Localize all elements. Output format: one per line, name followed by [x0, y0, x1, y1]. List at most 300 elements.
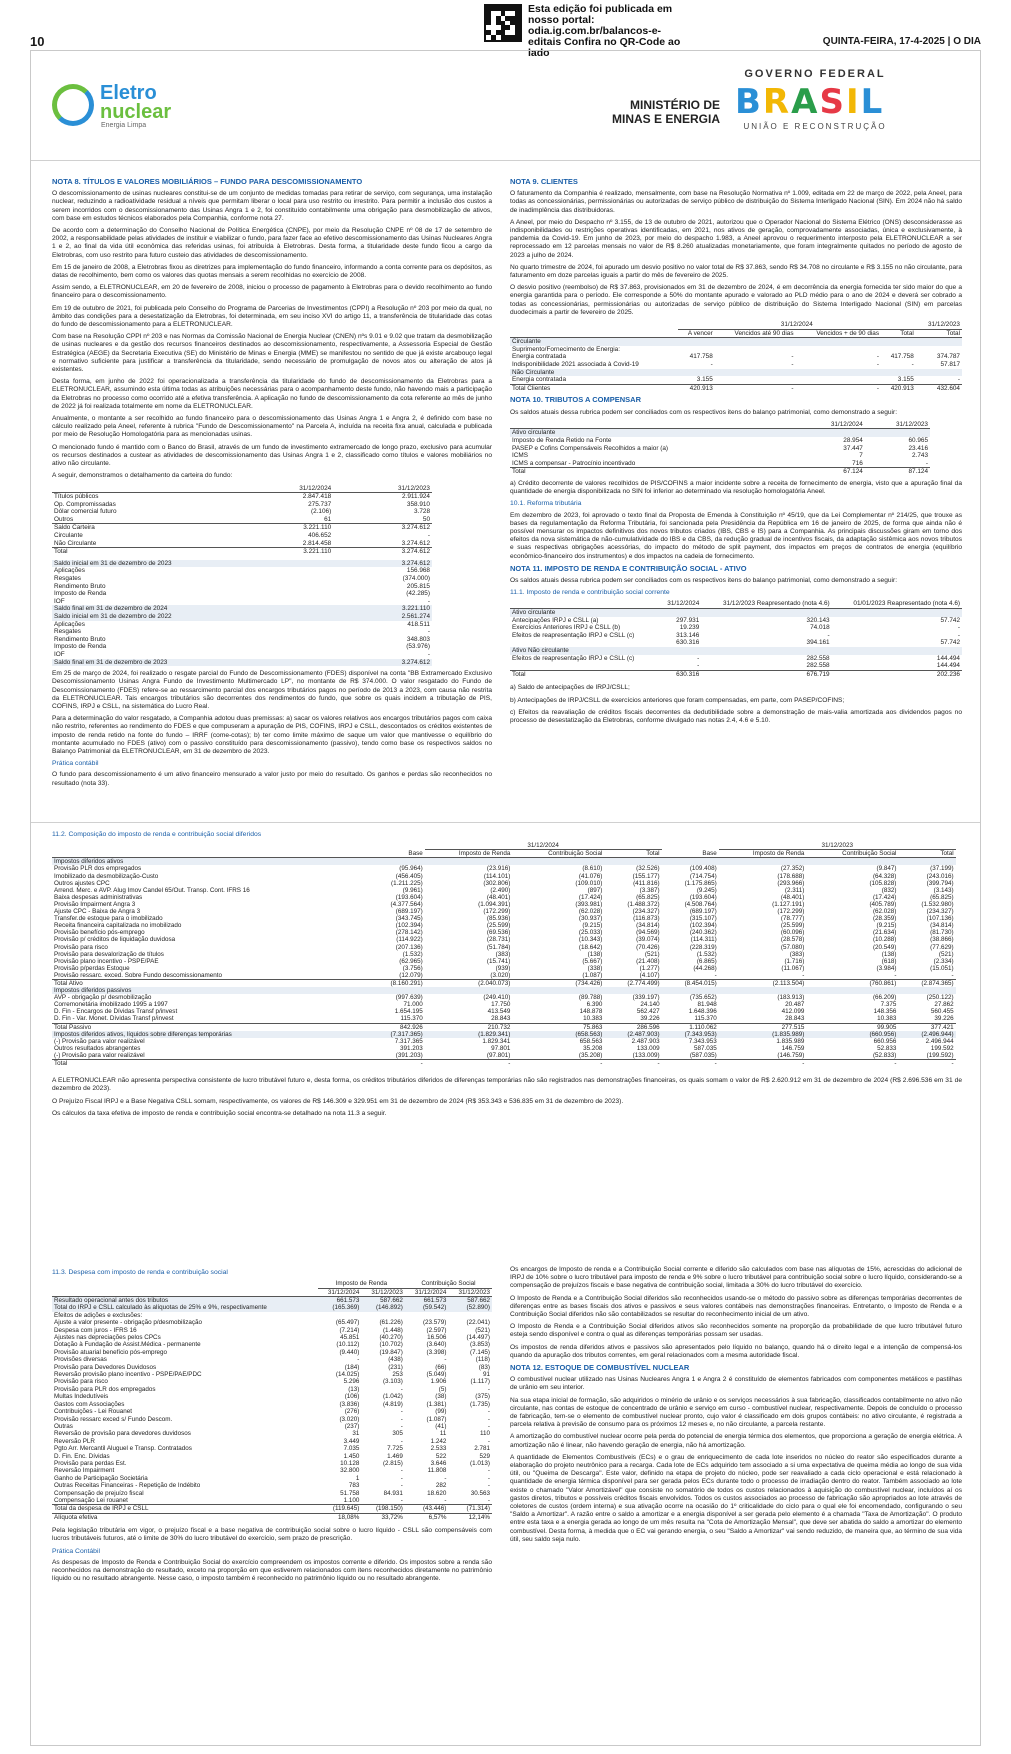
- table-row: [52, 1008, 962, 1015]
- paragraph: Os cálculos da taxa efetiva de imposto de renda e contribuição social encontra-se detalhado na nota 11.3 a seguir.: [52, 1109, 387, 1117]
- paragraph: Em dezembro de 2023, foi aprovado o texto final da Proposta de Emenda à Constituição nº 45/19, que da Lei Complementar nº 214/25, que trouxe as bases da regulamentação da Reforma Tributária, foi sancionada pela Presidência da República em 16 de janeiro de 2025, de forma que ainda não é possível mensurar os impactos definitivos dos novos tributos criados (IBS, CBS e IS) para a Companhia. As principais discussões giram em torno dos efeitos da nova sistemática de não-cumulatividade do IBS e da CBS, da redução gradual de incentivos fiscais, da adaptação sistêmica aos novos tributos e suas respectivas obrigações acessórias, do impacto do método de split payment, dos impactos em preços de contratos de energia (equilíbrio econômico-financeiro dos instrumentos) e dos impactos na cadeia de fornecimento.: [510, 511, 962, 560]
- row-label: Não Circulante: [54, 539, 97, 547]
- cell-value: (138): [881, 950, 897, 958]
- table-row: [52, 1312, 492, 1319]
- table-row: [52, 548, 432, 556]
- row-label: Impostos diferidos ativos: [52, 858, 368, 866]
- row-label: Reversão de provisão para devedores duvidosos: [54, 1430, 191, 1438]
- row-label: Resultado operacional antes dos tributos: [52, 1297, 318, 1305]
- cell-value: 3.728: [414, 508, 430, 516]
- table-row: [510, 338, 962, 346]
- cell-value: (234.327): [926, 908, 954, 916]
- cell-value: (25.033): [578, 929, 603, 937]
- cell-value: 587.662: [448, 1297, 492, 1305]
- table-row: [52, 508, 432, 516]
- cell-value: [881, 338, 916, 346]
- cell-value: [662, 987, 719, 994]
- cell-value: (94.569): [636, 929, 660, 937]
- column-group-header: 31/12/2024: [425, 842, 662, 850]
- cell-value: 420.913: [678, 384, 715, 392]
- row-label: Provisão para risco: [54, 1378, 108, 1386]
- cell-value: 348.803: [406, 635, 430, 643]
- cell-value: (456.405): [395, 872, 423, 880]
- cell-value: [719, 858, 807, 866]
- cell-value: (52.833): [872, 1051, 897, 1059]
- paragraph: O mencionado fundo é mantido com o Banco do Brasil, através de um fundo de investimento extramercado de longo prazo, exclusivo para acumular os recursos destinados a custear as atividades de descomissionamento das Usinas Angra 1 e 2, classificado como títulos e valores mobiliários no ativo não circulante.: [52, 443, 492, 468]
- cell-value: (138): [587, 950, 603, 958]
- footnote: a) Saldo de antecipações de IRPJ/CSLL;: [510, 684, 630, 692]
- column-group-header: 31/12/2023: [719, 842, 956, 850]
- cell-value: 57.742: [940, 639, 960, 647]
- cell-value: (25.599): [486, 922, 511, 930]
- row-label: Pgto Arr. Mercantil Aluguel e Transp. Contratados: [54, 1445, 192, 1453]
- cell-value: (411.816): [633, 879, 660, 887]
- cell-value: (231): [388, 1363, 403, 1371]
- paragraph: A amortização do combustível nuclear ocorre pela perda do potencial de energia térmica dos elementos, que proporciona a geração de energia elétrica. A amortização não é linear, não havendo geração de energia, não há amortização.: [510, 1433, 962, 1449]
- column-header: 31/12/2024: [318, 1288, 362, 1296]
- footnote: a) Crédito decorrente de valores recolhidos de PIS/COFINS a maior incidente sobre a receita de fornecimento de energia, visto que a apuração final da quantidade de energia disponibilizada no SIN foi inferior ao determinado via resolução homologatória Aneel.: [510, 479, 962, 496]
- cell-value: (18.642): [578, 943, 603, 951]
- column-header: [52, 850, 368, 858]
- table-row: [52, 1371, 492, 1378]
- cell-value: (5.667): [582, 957, 603, 965]
- table-row: [52, 1349, 492, 1356]
- cell-value: 3.449: [343, 1437, 360, 1445]
- cell-value: (714.754): [689, 872, 717, 880]
- cell-value: [678, 338, 715, 346]
- gov-bottom-text: UNIÃO E RECONSTRUÇÃO: [743, 122, 887, 131]
- column-header: Total: [881, 329, 916, 338]
- cell-value: (2.106): [310, 508, 332, 516]
- column-header: [510, 600, 659, 608]
- tax-recoverable-table: [510, 421, 930, 476]
- cell-value: (53.976): [406, 643, 430, 651]
- table-row: [52, 651, 432, 659]
- row-label: Reversão PLR: [54, 1437, 95, 1445]
- table-row: [52, 1297, 492, 1305]
- cell-value: 67.124: [800, 468, 865, 476]
- cell-value: 1.654.195: [394, 1008, 423, 1016]
- cell-value: 99.905: [806, 1023, 898, 1031]
- section-divider: [31, 822, 980, 823]
- notes-9-11-column: [510, 176, 962, 729]
- table-row: [52, 1475, 492, 1482]
- table-row: [52, 643, 432, 651]
- row-label: Provisão p/perdas Estoque: [54, 964, 130, 972]
- table-row: [52, 1378, 492, 1385]
- column-header: [52, 1288, 318, 1296]
- row-label: Total: [52, 548, 234, 556]
- column-header: Total: [916, 329, 962, 338]
- cell-value: (6.865): [696, 957, 717, 965]
- table-row: [52, 659, 432, 667]
- cell-value: (897): [587, 886, 603, 894]
- cell-value: (25.599): [780, 922, 805, 930]
- cell-value: (1.532): [402, 950, 423, 958]
- cell-value: 57.817: [940, 361, 960, 369]
- cell-value: (119.645): [318, 1505, 362, 1513]
- cell-value: 7.317.365: [394, 1037, 423, 1045]
- paragraph: A seguir, demonstramos o detalhamento da carteira do fundo:: [52, 472, 233, 480]
- cell-value: [715, 338, 796, 346]
- cell-value: 81.948: [697, 1001, 717, 1009]
- note-12-title: NOTA 12. ESTOQUE DE COMBUSTÍVEL NUCLEAR: [510, 1363, 690, 1373]
- cell-value: (133.009): [632, 1051, 660, 1059]
- row-label: (-) Provisão para valor realizável: [54, 1051, 145, 1059]
- cell-value: 417.758: [689, 353, 713, 361]
- cell-value: (1.127.191): [772, 900, 805, 908]
- row-label: Provisão Impairment Angra 3: [54, 900, 136, 908]
- cell-value: (60.096): [780, 929, 805, 937]
- cell-value: [916, 346, 962, 354]
- cell-value: (61.226): [379, 1319, 403, 1327]
- cell-value: (40.270): [379, 1334, 403, 1342]
- note-8-column: [52, 176, 492, 792]
- table-row: [52, 532, 432, 540]
- row-label: Total: [52, 1060, 368, 1068]
- table-row: [52, 1401, 492, 1408]
- table-row: [52, 628, 432, 636]
- cell-value: [796, 338, 882, 346]
- cell-value: -: [715, 384, 796, 392]
- cell-value: (9.847): [876, 865, 897, 873]
- table-row: [510, 639, 962, 647]
- cell-value: (65.497): [335, 1319, 360, 1327]
- cell-value: (102.394): [689, 922, 717, 930]
- cell-value: -: [876, 361, 880, 369]
- cell-value: -: [357, 1356, 360, 1364]
- cell-value: -: [957, 376, 960, 384]
- cell-value: [318, 1312, 362, 1319]
- cell-value: (1.211.225): [390, 879, 423, 887]
- cell-value: (1.532.980): [921, 900, 954, 908]
- cell-value: 6,57%: [405, 1513, 449, 1521]
- column-header: 31/12/2024: [234, 485, 333, 493]
- cell-value: [865, 429, 930, 437]
- row-label: Compensação Lei rouanet: [54, 1496, 128, 1504]
- cell-value: -: [898, 1060, 955, 1068]
- cell-value: 156.968: [406, 567, 430, 575]
- row-label: Rendimento Bruto: [54, 635, 106, 643]
- cell-value: (2.040.073): [425, 979, 513, 987]
- table-row: [52, 994, 962, 1001]
- cell-value: 51.758: [340, 1489, 360, 1497]
- cell-value: 2.561.274: [352, 613, 432, 621]
- row-label: Provisão para PLR dos empregados: [54, 1385, 156, 1393]
- cell-value: [806, 987, 898, 994]
- cell-value: -: [400, 1467, 403, 1475]
- cell-value: (3.103): [382, 1378, 403, 1386]
- cell-value: 630.316: [659, 670, 701, 678]
- cell-value: 75.863: [512, 1023, 604, 1031]
- cell-value: (1.381): [426, 1400, 447, 1408]
- cell-value: (7.317.365): [368, 1031, 425, 1038]
- table-row: [52, 1341, 492, 1348]
- cell-value: -: [951, 971, 954, 979]
- table-row: [52, 1438, 492, 1445]
- table-row: [52, 540, 432, 548]
- row-label: Outros: [54, 515, 74, 523]
- cell-value: 275.737: [308, 500, 332, 508]
- cell-value: (1.829.341): [425, 1031, 513, 1038]
- row-label: Provisão benefício pós-emprego: [54, 929, 145, 937]
- row-label: Imposto de Renda Retido na Fonte: [512, 436, 612, 444]
- row-label: Total: [510, 468, 800, 476]
- ministry-name: MINISTÉRIO DE MINAS E ENERGIA: [611, 98, 720, 126]
- cell-value: (44.268): [693, 964, 717, 972]
- cell-value: [715, 369, 796, 377]
- table-row: [52, 951, 962, 958]
- cell-value: -: [425, 1060, 513, 1068]
- column-header: Imposto de Renda: [719, 850, 807, 858]
- cell-value: 19.239: [679, 624, 700, 632]
- cell-value: [800, 429, 865, 437]
- cell-value: (249.410): [483, 994, 511, 1002]
- cell-value: (28.359): [872, 915, 897, 923]
- table-row: [52, 1490, 492, 1497]
- row-label: Arrend. Merc. e AVP. Alug Imov Candel 65/Out. Transp. Cont. IFRS 16: [54, 886, 250, 894]
- note-10-title: NOTA 10. TRIBUTOS A COMPENSAR: [510, 395, 641, 405]
- cell-value: (521): [644, 950, 660, 958]
- row-label: Não Circulante: [510, 369, 678, 377]
- cell-value: -: [400, 1385, 403, 1393]
- cell-value: (5): [438, 1385, 447, 1393]
- cell-value: (17.424): [578, 893, 603, 901]
- cell-value: (1.087): [426, 1415, 447, 1423]
- row-label: Aplicações: [54, 620, 85, 628]
- cell-value: [719, 987, 807, 994]
- cell-value: (70.426): [636, 943, 660, 951]
- row-label: D. Fin. Enc. Dívidas: [54, 1452, 110, 1460]
- cell-value: (276): [344, 1408, 360, 1416]
- cell-value: 320.143: [806, 616, 830, 624]
- cell-value: -: [512, 1060, 604, 1068]
- cell-value: 87.124: [865, 468, 930, 476]
- cell-value: 3.646: [430, 1459, 447, 1467]
- cell-value: (1.013): [470, 1459, 490, 1467]
- footnote: c) Efeitos da reavaliação de créditos fiscais decorrentes da dedutibilidade sobre a demonstração de mais-valia amortizada aos dividendos pagos no processo de desestatização da Eletrobras, conforme divulgado nas notas 2.4, 4.6 e 5.10.: [510, 708, 962, 724]
- cell-value: -: [400, 1422, 403, 1430]
- table-row: [52, 1060, 962, 1068]
- cell-value: (1.488.372): [627, 900, 660, 908]
- cell-value: -: [806, 1060, 898, 1068]
- table-row: [510, 452, 930, 460]
- cell-value: (3.640): [426, 1341, 447, 1349]
- paragraph: O desvio positivo (reembolso) de R$ 37.863, provisionados em 31 de dezembro de 2024, é em decorrência da energia fornecida ter sido maior do que a energia garantida para o período. Ele corresponde a 50% do montante apurado e valorado ao PLD médio para o ano de 2024 e deverá ser cobrado a todas as concessionárias, permissionárias ou autorizadas de serviço público de distribuição do Sistema Interligado Nacional (SIN) em parcelas duodecimais a partir de fevereiro de 2025.: [510, 284, 962, 316]
- cell-value: (8.610): [582, 865, 603, 873]
- cell-value: 658.563: [579, 1037, 603, 1045]
- row-label: Imobilizado da desmobilização-Custo: [54, 872, 159, 880]
- cell-value: (832): [881, 886, 897, 894]
- column-header: 31/12/2023: [361, 1288, 405, 1296]
- cell-value: 146.759: [781, 1044, 805, 1052]
- cell-value: [796, 376, 882, 384]
- cell-value: [425, 858, 513, 866]
- cell-value: (62.028): [872, 908, 897, 916]
- subheading: Prática contábil: [52, 760, 99, 768]
- cell-value: (3.853): [470, 1341, 490, 1349]
- row-label: Saldo inicial em 31 de dezembro de 2023: [52, 560, 352, 568]
- row-label: Saldo inicial em 31 de dezembro de 2022: [52, 613, 352, 621]
- cell-value: (405.789): [869, 900, 897, 908]
- paragraph: As despesas de Imposto de Renda e Contribuição Social do exercício compreendem os impostos corrente e diferido. Os impostos sobre a renda são reconhecidos na demonstração do resultado, exceto na proporção em que estiverem relacionados com itens reconhecidos diretamente no patrimônio líquido ou no resultado abrangente. Nesse caso, o imposto também é reconhecido no patrimônio líquido ou no resultado abrangente.: [52, 1558, 492, 1583]
- row-label: Ajustes nas depreciações pelos CPCs: [54, 1334, 161, 1342]
- paragraph: O faturamento da Companhia é realizado, mensalmente, com base na Resolução Normativa nº 1.009, editada em 22 de março de 2022, pela Aneel, para todas as concessionárias, permissionárias ou autorizadas de serviço público de distribuição do Sistema Interligado Nacional (SIN). Em 2024 não há saldo de inadimplência das distribuidoras.: [510, 190, 962, 214]
- row-label: Circulante: [510, 338, 678, 346]
- cell-value: 282: [435, 1482, 447, 1490]
- cell-value: 3.221.110: [234, 548, 333, 556]
- table-row: [52, 1001, 962, 1008]
- table-row: [52, 1423, 492, 1430]
- cell-value: 2.781: [474, 1445, 490, 1453]
- cell-value: -: [487, 1408, 490, 1416]
- cell-value: 522: [435, 1452, 447, 1460]
- paragraph: Para a determinação do valor resgatado, a Companhia adotou duas premissas: a) sacar os valores relativos aos encargos tributários pagos com caixa não restrito, referentes ao rendimento do FDES e que compuseram a apuração de PIS, COFINS, IRPJ e CSLL, descontados os créditos existentes de imposto de renda retido na fonte do fundo – IRRF (come-cotas); b) ter como limite máximo de saque um valor que mantivesse o equilíbrio do montante acumulado no FDES (ativo) com o passivo constituído para descomissionamento (passivo), tendo como base os respectivos saldos no Balanço Patrimonial da ELETRONUCLEAR, em 31 de dezembro de 2023.: [52, 715, 492, 755]
- column-header: 31/12/2024: [405, 1288, 449, 1296]
- cell-value: (8.160.291): [368, 979, 425, 987]
- cell-value: 418.511: [407, 620, 430, 628]
- row-label: Antecipações IRPJ e CSLL (a): [512, 616, 599, 624]
- cell-value: 305: [392, 1430, 403, 1438]
- row-label: Ativo circulante: [510, 429, 800, 437]
- cell-value: (38): [435, 1393, 447, 1401]
- cell-value: 1.469: [387, 1452, 403, 1460]
- row-label: (-) Provisão para valor realizável: [54, 1037, 145, 1045]
- paragraph: Os encargos de Imposto de renda e a Contribuição Social corrente e diferido são calculados com base nas alíquotas de 15%, acrescidas do adicional de IRPJ de 10% sobre o lucro tributável para imposto de renda e 9% sobre o lucro tributável para contribuição social sobre o lucro líquido, considerando-se a compensação de prejuízos fiscais e base negativa de contribuição social, limitada a 30% do lucro tributável do exercício.: [510, 1266, 962, 1290]
- cell-value: [715, 376, 796, 384]
- cell-value: (315.107): [689, 915, 717, 923]
- cell-value: (383): [495, 950, 511, 958]
- cell-value: (178.688): [777, 872, 805, 880]
- table-row: [52, 524, 432, 532]
- paragraph: Desta forma, em junho de 2022 foi operacionalizada a transferência da titularidade do fundo de descomissionamento da Eletrobras para a ELETRONUCLEAR, assumindo esta última todas as atribuições necessárias para o acompanhamento deste fundo, não havendo mais a participação da Eletrobras no processo como ocorrido até a efetiva transferência. A aplicação no fundo de descomissionamento da cota referente ao mês de junho de 2022 já foi realizada totalmente em nome da ELETRONUCLEAR.: [52, 378, 492, 410]
- row-label: Despesa com juros - IFRS 16: [54, 1326, 137, 1334]
- cell-value: (9.215): [582, 922, 603, 930]
- table-row: [510, 624, 962, 632]
- table-row: [52, 1408, 492, 1415]
- cell-value: 7.375: [880, 1001, 897, 1009]
- cell-value: 3.274.612: [333, 548, 432, 556]
- row-label: Corremonetária imobilizado 1995 a 1997: [54, 1001, 168, 1009]
- cell-value: (9.961): [402, 886, 423, 894]
- cell-value: 412.099: [781, 1008, 805, 1016]
- row-label: Imposto de Renda: [54, 643, 107, 651]
- row-label: Total da despesa de IRPJ e CSLL: [52, 1505, 318, 1513]
- cell-value: 374.787: [936, 353, 960, 361]
- cell-value: (28.731): [486, 936, 511, 944]
- cell-value: [512, 858, 604, 866]
- cell-value: 5.296: [343, 1378, 360, 1386]
- table-row: [52, 901, 962, 908]
- cell-value: (939): [495, 964, 511, 972]
- cell-value: 30.563: [470, 1489, 490, 1497]
- cell-value: (48.401): [780, 893, 805, 901]
- column-header: Contribuição Social: [806, 850, 898, 858]
- row-label: Outras: [54, 1422, 73, 1430]
- table-row: [52, 1327, 492, 1334]
- cell-value: [361, 1312, 405, 1319]
- row-label: Efeitos de adições e exclusões:: [54, 1311, 143, 1319]
- cell-value: (3.020): [490, 971, 511, 979]
- paragraph: O Imposto de Renda e a Contribuição Social diferidos ativos são reconhecidos somente na proporção da probabilidade de que lucro tributável futuro esteja sendo disponível e contra o qual as diferenças temporárias possam ser usadas.: [510, 1323, 962, 1339]
- cell-value: (660.956): [806, 1031, 898, 1038]
- cell-value: [662, 858, 719, 866]
- cell-value: -: [894, 971, 897, 979]
- table-row: [52, 613, 432, 621]
- cell-value: (65.825): [636, 893, 660, 901]
- table-row: [510, 670, 962, 678]
- cell-value: 417.758: [890, 353, 914, 361]
- cell-value: (27.352): [780, 865, 805, 873]
- cell-value: (97.801): [486, 1051, 511, 1059]
- cell-value: (3.836): [339, 1400, 360, 1408]
- cell-value: -: [802, 971, 805, 979]
- cell-value: -: [697, 654, 700, 662]
- row-label: Ajuste CPC - Baixa de Angra 3: [54, 908, 141, 916]
- row-label: Suprimento/Fornecimento de Energia:: [512, 345, 620, 353]
- cell-value: -: [400, 1415, 403, 1423]
- cell-value: 33,72%: [361, 1513, 405, 1521]
- row-label: Efeitos de reapresentação IRPJ e CSLL (c): [512, 631, 635, 639]
- cell-value: 660.956: [873, 1037, 897, 1045]
- cell-value: 115.370: [400, 1015, 423, 1023]
- cell-value: (23.916): [486, 865, 511, 873]
- row-label: Transfer.de estoque para o imobilizado: [54, 915, 163, 923]
- cell-value: (12.079): [399, 971, 423, 979]
- cell-value: 23.416: [908, 444, 928, 452]
- cell-value: [659, 647, 701, 655]
- cell-value: 84.931: [383, 1489, 403, 1497]
- cell-value: 210.732: [425, 1023, 513, 1031]
- cell-value: [368, 987, 425, 994]
- column-header: Base: [662, 850, 719, 858]
- cell-value: (4.819): [382, 1400, 403, 1408]
- cell-value: (114.101): [483, 872, 511, 880]
- table-row: [52, 1467, 492, 1474]
- cell-value: 18,08%: [318, 1513, 362, 1521]
- cell-value: (155.177): [632, 872, 660, 880]
- column-header: A vencer: [678, 329, 715, 338]
- cell-value: (374.000): [402, 575, 430, 583]
- cell-value: (62.965): [399, 957, 423, 965]
- cell-value: (1.087): [582, 971, 603, 979]
- row-label: Impostos diferidos passivos: [52, 987, 368, 994]
- table-row: [52, 1430, 492, 1437]
- cell-value: 199.592: [930, 1044, 954, 1052]
- cell-value: (78.777): [780, 915, 805, 923]
- cell-value: (77.629): [930, 943, 954, 951]
- cell-value: (35.208): [578, 1051, 603, 1059]
- table-row: [52, 865, 962, 872]
- table-row: [52, 858, 962, 866]
- column-header: 31/12/2024: [659, 600, 701, 608]
- cell-value: (618): [881, 957, 897, 965]
- cell-value: (28.578): [780, 936, 805, 944]
- cell-value: -: [400, 1474, 403, 1482]
- cell-value: 716: [852, 459, 863, 467]
- cell-value: [806, 858, 898, 866]
- row-label: Saldo Carteira: [52, 524, 234, 532]
- column-group-header: 31/12/2023: [916, 321, 962, 329]
- cell-value: 3.274.612: [401, 539, 430, 547]
- table-row: [52, 605, 432, 613]
- publication-note: Esta edição foi publicada em nosso portal: odia.ig.com.br/balancos-e-editais Confira no QR-Code ao lado: [528, 3, 681, 59]
- table-row: [52, 936, 962, 943]
- cell-value: (85.936): [486, 915, 511, 923]
- row-label: Provisões diversas: [54, 1356, 107, 1364]
- cell-value: (3.756): [402, 964, 423, 972]
- row-label: Provisão para Devedores Duvidosos: [54, 1363, 157, 1371]
